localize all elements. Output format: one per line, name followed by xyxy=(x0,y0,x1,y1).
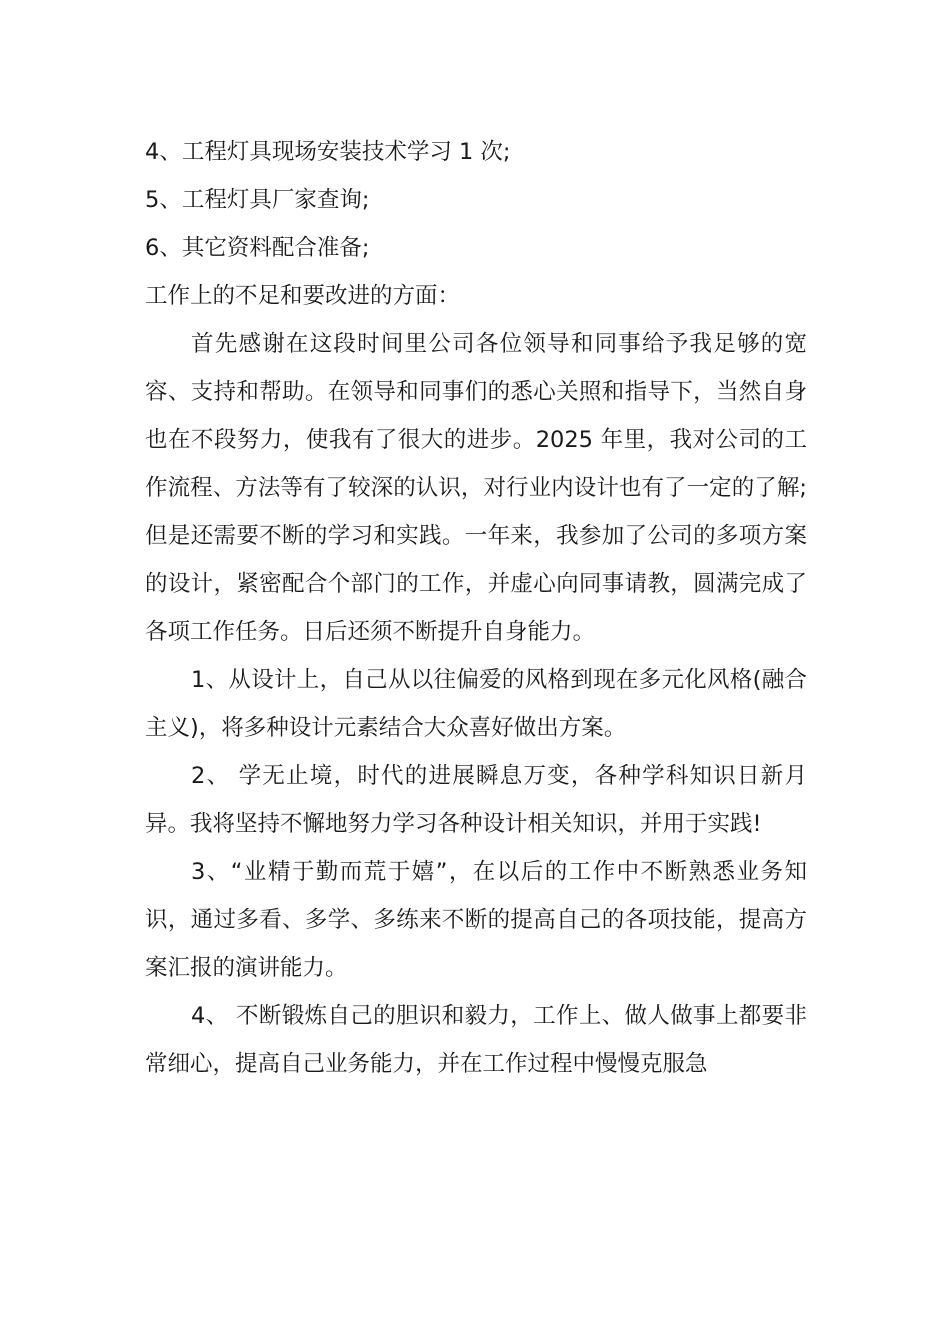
numbered-paragraph: 1、从设计上，自己从以往偏爱的风格到现在多元化风格(融合主义)，将多种设计元素结合大众喜好做出方案。 xyxy=(145,667,807,741)
body-paragraph: 首先感谢在这段时间里公司各位领导和同事给予我足够的宽容、支持和帮助。在领导和同事们的悉心关照和指导下，当然自身也在不段努力，使我有了很大的进步。2025 年里，我对公司的工作流程、方法等有了较深的认识，对行业内设计也有了一定的了解;但是还需要不断的学习和实践。一年来，我参加了公司的多项方案的设计，紧密配合个部门的工作，并虚心向同事请教，圆满完成了各项工作任务。日后还须不断提升自身能力。 xyxy=(145,331,807,645)
document-body xyxy=(145,128,807,1088)
numbered-paragraph: 2、 学无止境，时代的进展瞬息万变，各种学科知识日新月异。我将坚持不懈地努力学习各种设计相关知识，并用于实践! xyxy=(145,763,807,837)
section-heading: 工作上的不足和要改进的方面： xyxy=(145,283,461,309)
list-item: 4、工程灯具现场安装技术学习 1 次; xyxy=(145,139,511,165)
list-item: 5、工程灯具厂家查询; xyxy=(145,187,370,213)
numbered-paragraph: 4、 不断锻炼自己的胆识和毅力，工作上、做人做事上都要非常细心，提高自己业务能力，并在工作过程中慢慢克服急 xyxy=(145,1003,807,1077)
numbered-paragraph: 3、“业精于勤而荒于嬉”，在以后的工作中不断熟悉业务知识，通过多看、多学、多练来不断的提高自己的各项技能，提高方案汇报的演讲能力。 xyxy=(145,859,807,981)
list-item: 6、其它资料配合准备; xyxy=(145,235,370,261)
